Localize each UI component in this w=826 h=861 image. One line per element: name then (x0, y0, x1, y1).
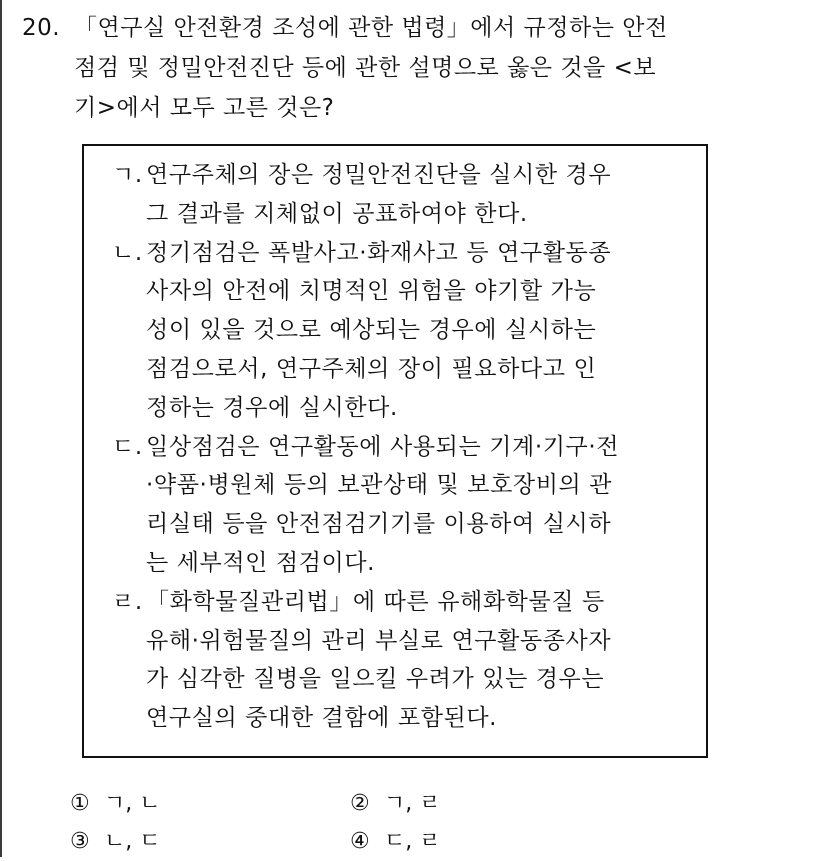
bogi-box (82, 144, 708, 758)
bogi-item-line: 정하는 경우에 실시한다. (146, 394, 398, 421)
question-line: 기>에서 모두 고른 것은? (74, 95, 335, 121)
bogi-items (112, 156, 692, 738)
bogi-item-line: 는 세부적인 점검이다. (146, 549, 376, 576)
bogi-item-line (112, 234, 692, 273)
bogi-marker: ㄷ. (112, 433, 143, 460)
question-line: 점검 및 정밀안전진단 등에 관한 설명으로 옳은 것을 <보 (74, 55, 657, 81)
bogi-text: 연구주체의 장은 정밀안전진단을 실시한 경우 (146, 162, 612, 188)
bogi-item-line: 성이 있을 것으로 예상되는 경우에 실시하는 (146, 317, 597, 344)
options-row (70, 785, 630, 823)
question-stem (22, 8, 812, 128)
bogi-text: 정기점검은 폭발사고·화재사고 등 연구활동종 (146, 239, 612, 266)
option-text: ㄴ, ㄷ (104, 829, 161, 854)
bogi-item-line: 연구실의 중대한 결함에 포함된다. (146, 705, 498, 732)
option-2[interactable] (350, 785, 630, 823)
bogi-item-line (112, 156, 692, 195)
bogi-item-line: 그 결과를 지체없이 공표하여야 한다. (146, 200, 528, 227)
bogi-item-line (112, 428, 692, 467)
question-number: 20. (22, 15, 61, 41)
option-text: ㄷ, ㄹ (384, 829, 441, 854)
option-3[interactable] (70, 823, 350, 861)
question-line (22, 8, 812, 48)
option-4[interactable] (350, 823, 630, 861)
bogi-item-line: 유해·위험물질의 관리 부실로 연구활동종사자 (146, 627, 612, 654)
left-margin-rule (0, 0, 2, 857)
bogi-item-line: ·약품·병원체 등의 보관상태 및 보호장비의 관 (146, 472, 613, 499)
bogi-item-line: 점검으로서, 연구주체의 장이 필요하다고 인 (146, 355, 597, 382)
bogi-item-line: 가 심각한 질병을 일으킬 우려가 있는 경우는 (146, 666, 605, 693)
option-number: ① (70, 791, 90, 816)
option-number: ④ (350, 829, 370, 854)
option-text: ㄱ, ㄴ (104, 791, 161, 816)
option-number: ② (350, 791, 370, 816)
bogi-text: 일상점검은 연구활동에 사용되는 기계·기구·전 (146, 433, 620, 460)
options-row (70, 823, 630, 861)
bogi-item-line: 사자의 안전에 치명적인 위험을 야기할 가능 (146, 278, 597, 305)
bogi-marker: ㄱ. (112, 162, 143, 188)
bogi-marker: ㄹ. (112, 588, 143, 615)
bogi-text: 「화학물질관리법」에 따른 유해화학물질 등 (146, 588, 605, 615)
option-number: ③ (70, 829, 90, 854)
option-text: ㄱ, ㄹ (384, 791, 441, 816)
bogi-item-line (112, 583, 692, 622)
question-text: 「연구실 안전환경 조성에 관한 법령」에서 규정하는 안전 (74, 15, 668, 41)
option-1[interactable] (70, 785, 350, 823)
bogi-item-line: 리실태 등을 안전점검기기를 이용하여 실시하 (146, 511, 612, 538)
answer-options (70, 785, 630, 861)
bogi-marker: ㄴ. (112, 239, 143, 266)
